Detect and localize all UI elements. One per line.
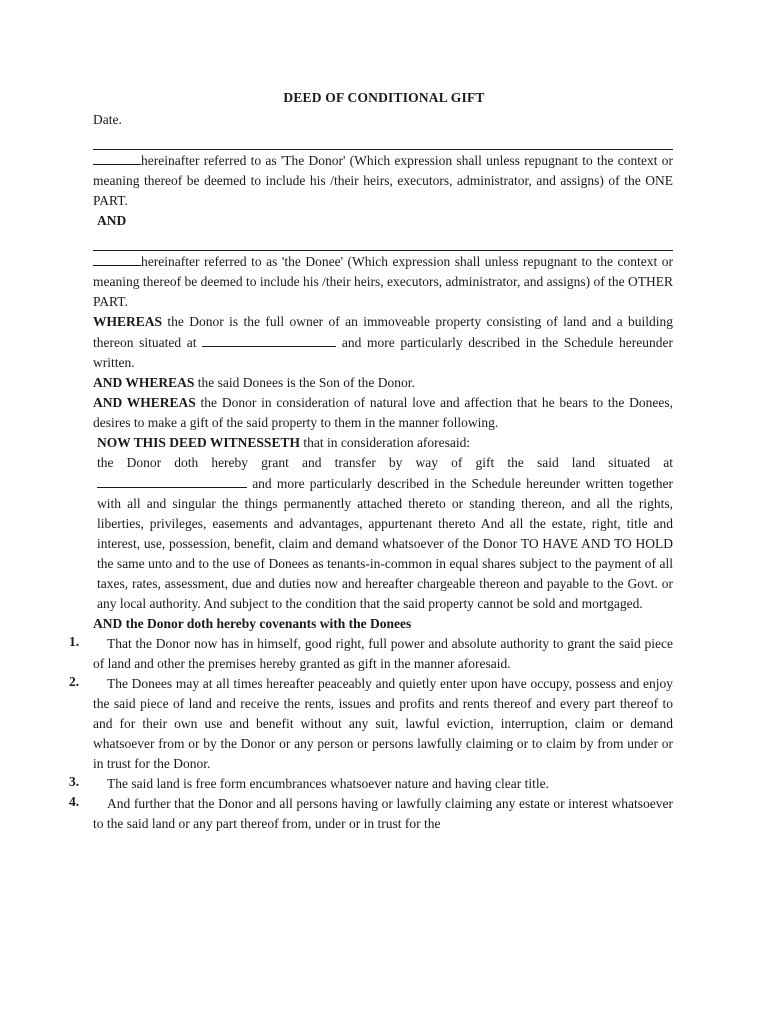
- document-title: DEED OF CONDITIONAL GIFT: [283, 90, 485, 105]
- grant-paragraph: the Donor doth hereby grant and transfer by way of gift the said land situated at and more particularly described in the Schedule hereunder written together with all and singular the things permanently attached thereto or standing thereon, and all the rights, liberties, privileges, easements and advantages, appurtenant thereto And all the estate, right, title and interest, use, possession, benefit, claim and demand whatsoever of the Donor TO HAVE AND TO HOLD the same unto and to the use of Donees as tenants-in-common in equal shares subject to the payment of all taxes, rates, assessment, due and duties now and hereafter chargeable thereon and payable to the Govt. or any local authority. And subject to the condition that the said property cannot be sold and mortgaged.: [97, 455, 673, 611]
- covenant-number: 3.: [69, 774, 80, 789]
- covenant-item-1: [69, 634, 673, 674]
- donee-name-blank: [93, 251, 141, 266]
- covenant-item-2: [69, 674, 673, 774]
- covenant-text: The said land is free form encumbrances whatsoever nature and having clear title.: [107, 776, 549, 791]
- whereas-consideration: AND WHEREAS the Donor in consideration of natural love and affection that he bears to the Donees, desires to make a gift of the said property to them in the manner following.: [93, 395, 673, 430]
- covenant-item-3: [69, 774, 673, 794]
- land-location-blank: [97, 473, 247, 488]
- covenant-number: 4.: [69, 794, 80, 809]
- donor-paragraph: hereinafter referred to as 'The Donor' (Which expression shall unless repugnant to the context or meaning thereof be deemed to include his /their heirs, executors, administrator, and assigns) of the ONE PART.: [93, 150, 673, 211]
- covenant-number: 1.: [69, 634, 80, 649]
- covenant-text: And further that the Donor and all persons having or lawfully claiming any estate or interest whatsoever to the said land or any part thereof from, under or in trust for the: [93, 796, 673, 831]
- date-blank-line: [93, 130, 673, 150]
- covenant-item-4: [69, 794, 673, 834]
- property-location-blank: [202, 332, 336, 347]
- donee-paragraph: hereinafter referred to as 'the Donee' (Which expression shall unless repugnant to the context or meaning thereof be deemed to include his /their heirs, executors, administrator, and assigns) of the OTHER PART.: [93, 251, 673, 312]
- and-separator: AND: [97, 213, 127, 228]
- whereas-ownership: WHEREAS the Donor is the full owner of an immoveable property consisting of land and a building thereon situated at and more particularly described in the Schedule hereunder written.: [93, 314, 673, 370]
- covenant-number: 2.: [69, 674, 80, 689]
- date-label: Date.: [93, 112, 122, 127]
- donee-blank-line: [93, 231, 673, 251]
- whereas-relation: AND WHEREAS the said Donees is the Son of the Donor.: [93, 375, 415, 390]
- witnesseth-line: NOW THIS DEED WITNESSETH that in consideration aforesaid:: [97, 435, 471, 450]
- covenant-text: The Donees may at all times hereafter peaceably and quietly enter upon have occupy, possess and enjoy the said piece of land and receive the rents, issues and profits and rents thereof and every part thereof to and for their own use and benefit without any suit, lawful eviction, interruption, claim or demand whatsoever from or by the Donor or any person or persons lawfully claiming or to claim by from under or in trust for the Donor.: [93, 676, 673, 771]
- donor-name-blank: [93, 150, 141, 165]
- covenants-heading: AND the Donor doth hereby covenants with the Donees: [93, 616, 412, 631]
- document-body: [69, 110, 673, 834]
- covenant-text: That the Donor now has in himself, good right, full power and absolute authority to grant the said piece of land and other the premises hereby granted as gift in the manner aforesaid.: [93, 636, 673, 671]
